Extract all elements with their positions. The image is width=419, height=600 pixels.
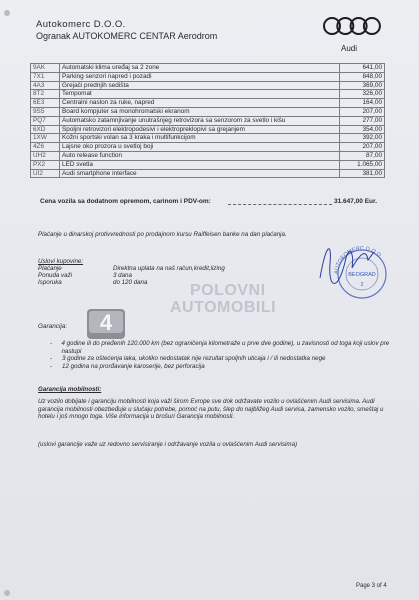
option-name: Automatsko zatamnjivanje unutrašnjeg retrovizora sa senzorom za svetlo i kišu — [60, 116, 340, 125]
table-row — [31, 99, 385, 108]
option-code: 6XD — [31, 125, 60, 134]
svg-text:2: 2 — [360, 282, 364, 288]
option-code: 6E3 — [31, 99, 60, 108]
options-table — [30, 63, 385, 178]
option-name: Spoljni retrovizori elektropodesivi i elektropreklopivi sa grejanjem — [60, 125, 340, 134]
term-label: Isporuka — [38, 279, 62, 286]
option-price: 207,00 — [340, 143, 385, 152]
list-item: - 3 godine za oštećenja laka, ukoliko nedostatak nije rezultat spoljnih uticaja i / ili nedostatka nege — [50, 355, 326, 363]
option-code: 1XW — [31, 134, 60, 143]
option-name: Audi smartphone interface — [60, 169, 340, 178]
table-row — [31, 116, 385, 125]
warranty-heading: Garancija: — [38, 323, 68, 330]
table-row — [31, 134, 385, 143]
table-row — [31, 125, 385, 134]
table-row — [31, 151, 385, 160]
option-code: 9AK — [31, 64, 60, 73]
option-price: 848,00 — [340, 72, 385, 81]
option-code: 4A3 — [31, 81, 60, 90]
term-value: do 120 dana — [113, 279, 148, 286]
option-name: Grejači prednjih sedišta — [60, 81, 340, 90]
purchase-terms-heading: Uslovi kupovine: — [38, 258, 84, 265]
warranty-conditions-note: (uslovi garancije važe uz redovno servisiranje i održavanje vozila u ovlašćenim Audi servisima) — [38, 441, 298, 448]
term-value: Direktna uplata na naš račun,kredit,lizing — [113, 265, 225, 272]
mobility-text: Uz vozilo dobijate i garanciju mobilnosti koja važi širom Evrope sve dok održavate vozilo u ovlašćenim Audi servisima. Audi garancija mobilnosti obezbeđuje u slučaju potrebe, pomoć na putu, šlep do najbližeg Audi servisa, zamensko vozilo, smeštaj u hotelu i još mnogo toga. Više informacija u brošuri Garancija mobilnosti. — [38, 398, 384, 421]
option-price: 87,00 — [340, 151, 385, 160]
option-name: Automatski klima uređaj sa 2 zone — [60, 64, 340, 73]
warranty-4-badge — [86, 308, 126, 340]
dealer-header — [36, 19, 217, 41]
table-row — [31, 169, 385, 178]
list-item: - 12 godina na prorđavanje karoserije, bez perforacija — [50, 362, 205, 370]
option-code: 8T2 — [31, 90, 60, 99]
option-code: UI2 — [31, 169, 60, 178]
option-price: 164,00 — [340, 99, 385, 108]
term-value: 3 dana — [113, 272, 132, 279]
watermark: POLOVNI AUTOMOBILI — [170, 282, 277, 316]
option-name: Lajsne oko prozora u svetloj boji — [60, 143, 340, 152]
option-price: 326,00 — [340, 90, 385, 99]
punch-hole — [4, 590, 10, 596]
option-name: Kožni sportski volan sa 3 kraka i multifunkcijom — [60, 134, 340, 143]
option-price: 369,00 — [340, 81, 385, 90]
option-code: PQ7 — [31, 116, 60, 125]
table-row — [31, 90, 385, 99]
option-name: Auto release function — [60, 151, 340, 160]
page-number: Page 3 of 4 — [356, 583, 387, 589]
audi-rings-logo — [322, 15, 382, 37]
svg-text:BEOGRAD: BEOGRAD — [348, 272, 376, 278]
table-row — [31, 81, 385, 90]
option-code: PX2 — [31, 160, 60, 169]
table-row — [31, 160, 385, 169]
payment-note: Plaćanje u dinarskoj protivvrednosti po prodajnom kursu Raiffeisen banke na dan plaćanja. — [38, 231, 287, 238]
table-row — [31, 64, 385, 73]
option-code: 9S5 — [31, 107, 60, 116]
option-name: LED svetla — [60, 160, 340, 169]
list-item: - 4 godine ili do pređenih 120.000 km (bez ograničenja kilometraže u prve dve godine), u zavisnosti od toga koji uslov pre nastupi — [50, 340, 390, 355]
total-label: Cena vozila sa dodatnom opremom, carinom i PDV-om: — [40, 198, 211, 205]
option-price: 381,00 — [340, 169, 385, 178]
option-price: 641,00 — [340, 64, 385, 73]
term-label: Ponuda važi — [38, 272, 73, 279]
brand-name: Audi — [341, 44, 358, 53]
table-row — [31, 143, 385, 152]
option-price: 277,00 — [340, 116, 385, 125]
total-value: 31.647,00 Eur. — [334, 198, 378, 205]
total-dotted-line — [228, 204, 332, 205]
option-code: 4Z6 — [31, 143, 60, 152]
table-row — [31, 107, 385, 116]
option-name: Tempomat — [60, 90, 340, 99]
warranty-list — [50, 340, 395, 370]
option-price: 392,00 — [340, 134, 385, 143]
term-label: Plaćanje — [38, 265, 62, 272]
option-price: 354,00 — [340, 125, 385, 134]
option-name: Parking senzori napred i pozadi — [60, 72, 340, 81]
term-row — [38, 265, 225, 272]
option-name: Board kompjuter sa monohromatski ekranom — [60, 107, 340, 116]
dealer-name: Autokomerc D.O.O. — [36, 19, 126, 30]
option-code: 7X1 — [31, 72, 60, 81]
option-code: UH2 — [31, 151, 60, 160]
mobility-heading: Garancija mobilnosti: — [38, 386, 102, 393]
option-price: 1.065,00 — [340, 160, 385, 169]
svg-text:4: 4 — [99, 310, 113, 335]
dealer-branch: Ogranak AUTOKOMERC CENTAR Aerodrom — [36, 31, 218, 41]
term-row — [38, 272, 225, 279]
company-stamp-and-signature — [316, 234, 396, 300]
option-name: Centralni naslon za ruke, napred — [60, 99, 340, 108]
svg-text:AUTOKOMERC D.O.O.: AUTOKOMERC D.O.O. — [333, 245, 384, 275]
table-row — [31, 72, 385, 81]
option-price: 207,00 — [340, 107, 385, 116]
punch-hole — [4, 10, 10, 16]
